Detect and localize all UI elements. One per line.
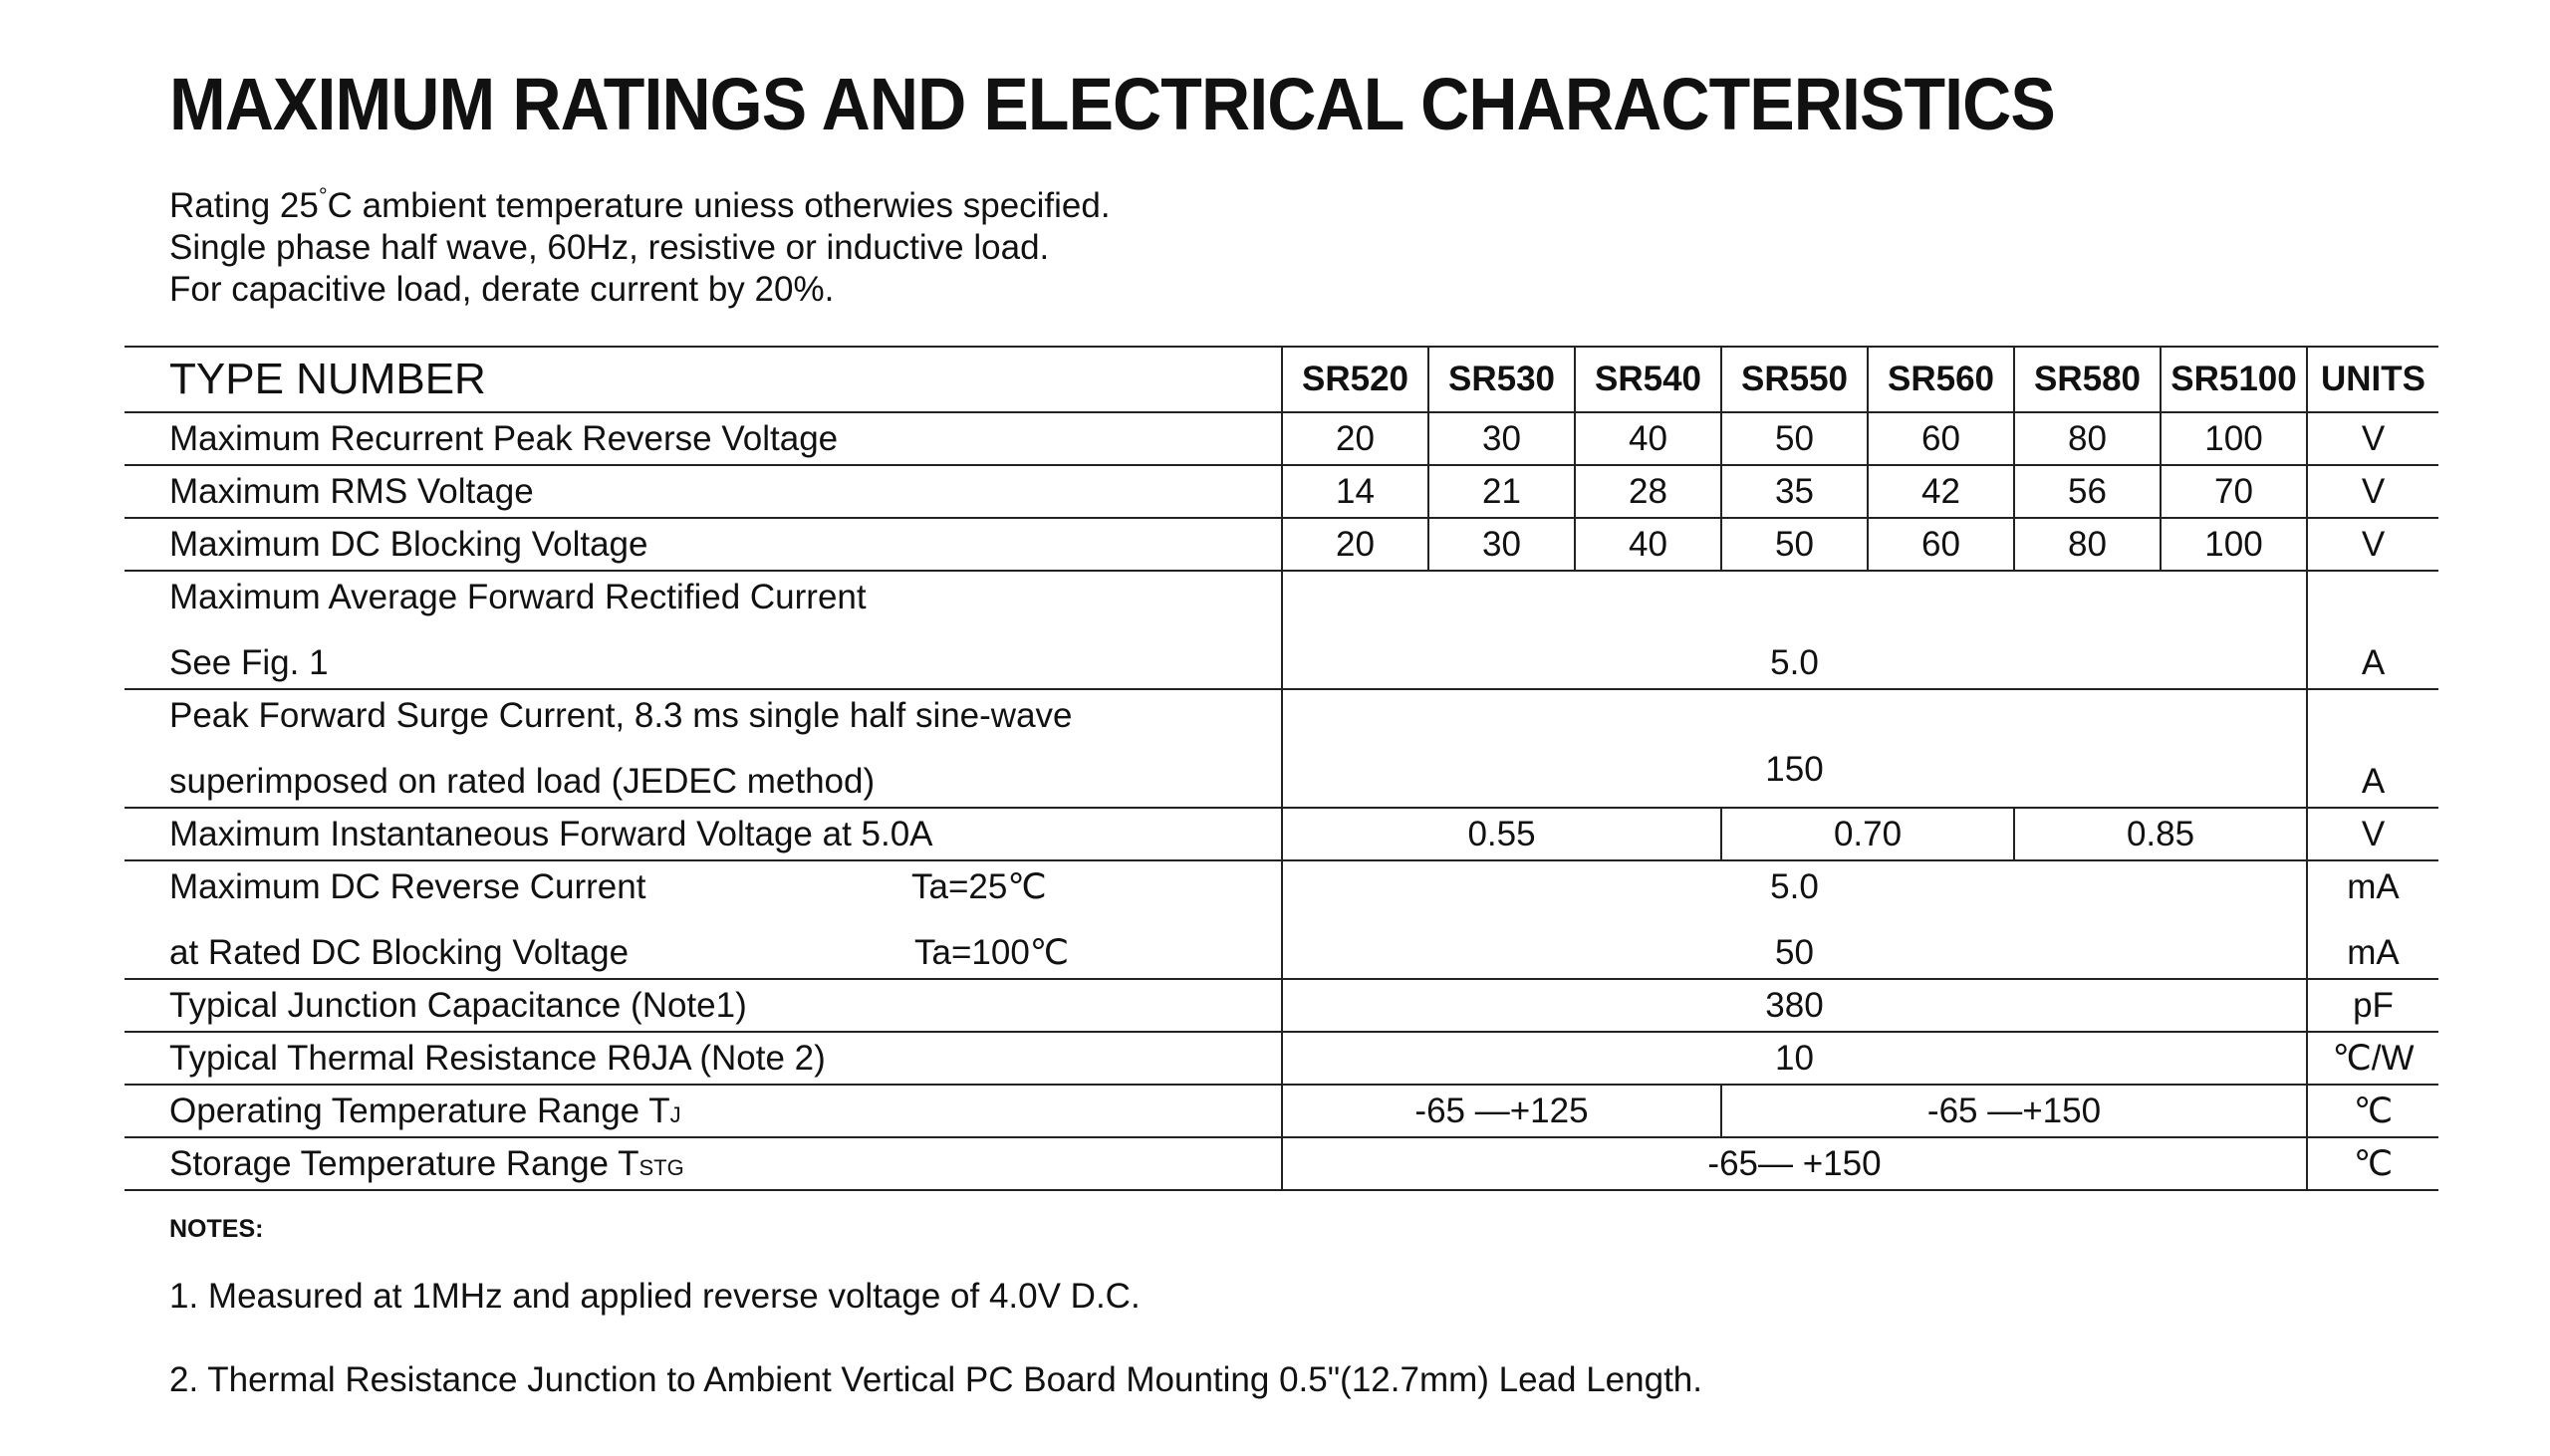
note-1: 1. Measured at 1MHz and applied reverse voltage of 4.0V D.C.	[169, 1277, 1141, 1316]
unit-text-2: mA	[2347, 932, 2400, 972]
table-header-row	[125, 347, 2438, 412]
cell-unit: ℃	[2307, 1137, 2438, 1190]
type-sr540: SR540	[1575, 347, 1721, 412]
intro-text	[169, 175, 1111, 311]
cell-value: 70	[2161, 465, 2307, 518]
table-row-ifsm	[125, 689, 2438, 808]
row-label-lines	[169, 867, 1281, 973]
page-title: MAXIMUM RATINGS AND ELECTRICAL CHARACTERISTICS	[169, 63, 2055, 145]
row-label-line-1: Peak Forward Surge Current, 8.3 ms single half sine-wave	[169, 695, 1073, 735]
tj-label-sub: J	[669, 1101, 681, 1127]
ir-label-1: Maximum DC Reverse Current	[169, 866, 646, 906]
cell-value: 10	[1282, 1032, 2307, 1085]
cell-value: 35	[1721, 465, 1868, 518]
intro-line-1	[169, 175, 1111, 227]
value-text-2: 50	[1775, 932, 1814, 972]
cell-value-wrap	[1283, 867, 2306, 973]
cell-value	[1282, 689, 2307, 808]
ratings-table	[125, 346, 2438, 1191]
row-label-line-2	[169, 933, 1281, 973]
note-2: 2. Thermal Resistance Junction to Ambient Vertical PC Board Mounting 0.5"(12.7mm) Lead Length.	[169, 1360, 1702, 1399]
cell-value: 0.55	[1282, 808, 1721, 860]
intro-line-1-a: Rating 25	[169, 186, 319, 225]
cell-unit	[2307, 860, 2438, 979]
row-label	[125, 689, 1282, 808]
value-text-1: 5.0	[1770, 866, 1819, 906]
cell-unit	[2307, 571, 2438, 689]
row-label	[125, 571, 1282, 689]
ir-label-2: at Rated DC Blocking Voltage	[169, 932, 630, 972]
cell-value: 80	[2014, 412, 2161, 465]
cell-value: 100	[2161, 412, 2307, 465]
type-sr530: SR530	[1428, 347, 1575, 412]
table-row-vrrm	[125, 412, 2438, 465]
row-label-line-1: Maximum Average Forward Rectified Current	[169, 577, 867, 616]
cell-value: -65— +150	[1282, 1137, 2307, 1190]
type-sr560: SR560	[1868, 347, 2014, 412]
type-sr5100: SR5100	[2161, 347, 2307, 412]
units-label: UNITS	[2307, 347, 2438, 412]
row-label-line-2: See Fig. 1	[169, 642, 329, 682]
tstg-label-sub: STG	[638, 1154, 684, 1180]
table-row-iav	[125, 571, 2438, 689]
cell-unit-wrap	[2308, 578, 2438, 683]
cell-value	[1282, 860, 2307, 979]
table-row-cj	[125, 979, 2438, 1032]
cell-value-wrap	[1283, 696, 2306, 802]
cell-value: 50	[1721, 518, 1868, 571]
unit-text: A	[2361, 761, 2386, 801]
row-label	[125, 1137, 1282, 1190]
intro-line-3: For capacitive load, derate current by 20%.	[169, 270, 835, 309]
cell-value: 21	[1428, 465, 1575, 518]
row-label: Typical Junction Capacitance (Note1)	[125, 979, 1282, 1032]
cell-value: 30	[1428, 412, 1575, 465]
cell-unit	[2307, 689, 2438, 808]
row-label-line-2: superimposed on rated load (JEDEC method)	[169, 761, 876, 801]
unit-text-1: mA	[2347, 866, 2400, 906]
row-label: Typical Thermal Resistance RθJA (Note 2)	[125, 1032, 1282, 1085]
cell-value: 20	[1282, 412, 1428, 465]
unit-text: A	[2361, 642, 2386, 682]
cell-value: 50	[1721, 412, 1868, 465]
cell-value: 60	[1868, 518, 2014, 571]
cell-value: -65 —+150	[1721, 1085, 2307, 1137]
cell-value: 56	[2014, 465, 2161, 518]
cell-value: 40	[1575, 518, 1721, 571]
value-text: 150	[1765, 749, 1824, 789]
cell-unit: V	[2307, 808, 2438, 860]
intro-line-1-b: C ambient temperature uniess otherwies specified.	[327, 186, 1111, 225]
table-row-vf	[125, 808, 2438, 860]
intro-line-2: Single phase half wave, 60Hz, resistive or inductive load.	[169, 228, 1050, 267]
tstg-label-main: Storage Temperature Range T	[169, 1143, 639, 1183]
type-sr520: SR520	[1282, 347, 1428, 412]
cell-value: 60	[1868, 412, 2014, 465]
row-label: Maximum Instantaneous Forward Voltage at 5.0A	[125, 808, 1282, 860]
row-label-lines	[169, 696, 1281, 802]
cell-value: -65 —+125	[1282, 1085, 1721, 1137]
cell-unit: V	[2307, 465, 2438, 518]
cell-unit: V	[2307, 412, 2438, 465]
type-number-label: TYPE NUMBER	[125, 347, 1282, 412]
table-row-ir	[125, 860, 2438, 979]
cell-unit-wrap	[2308, 696, 2438, 802]
type-sr580: SR580	[2014, 347, 2161, 412]
row-label: Maximum DC Blocking Voltage	[125, 518, 1282, 571]
cell-value: 20	[1282, 518, 1428, 571]
table-row-tstg	[125, 1137, 2438, 1190]
value-text: 5.0	[1770, 642, 1819, 682]
table-row-vrms	[125, 465, 2438, 518]
table-row-vdc	[125, 518, 2438, 571]
row-label: Maximum Recurrent Peak Reverse Voltage	[125, 412, 1282, 465]
table-row-tj	[125, 1085, 2438, 1137]
row-label	[125, 860, 1282, 979]
type-sr550: SR550	[1721, 347, 1868, 412]
table-row-rth	[125, 1032, 2438, 1085]
cell-value-wrap	[1283, 578, 2306, 683]
row-label	[125, 1085, 1282, 1137]
cell-unit: pF	[2307, 979, 2438, 1032]
row-label: Maximum RMS Voltage	[125, 465, 1282, 518]
cell-value: 80	[2014, 518, 2161, 571]
cell-value: 40	[1575, 412, 1721, 465]
cell-value: 28	[1575, 465, 1721, 518]
ir-condition-100: Ta=100℃	[914, 932, 1070, 972]
ir-condition-25: Ta=25℃	[911, 866, 1047, 906]
cell-unit-wrap	[2308, 867, 2438, 973]
cell-value: 0.70	[1721, 808, 2014, 860]
cell-unit: ℃	[2307, 1085, 2438, 1137]
cell-value: 0.85	[2014, 808, 2307, 860]
cell-unit: ℃/W	[2307, 1032, 2438, 1085]
row-label-lines	[169, 578, 1281, 683]
cell-value: 14	[1282, 465, 1428, 518]
cell-unit: V	[2307, 518, 2438, 571]
tj-label-main: Operating Temperature Range T	[169, 1091, 670, 1130]
cell-value: 30	[1428, 518, 1575, 571]
cell-value: 380	[1282, 979, 2307, 1032]
cell-value: 100	[2161, 518, 2307, 571]
notes-heading: NOTES:	[169, 1215, 264, 1243]
cell-value	[1282, 571, 2307, 689]
degree-symbol: °	[318, 183, 328, 208]
cell-value: 42	[1868, 465, 2014, 518]
row-label-line-1	[169, 867, 1281, 907]
